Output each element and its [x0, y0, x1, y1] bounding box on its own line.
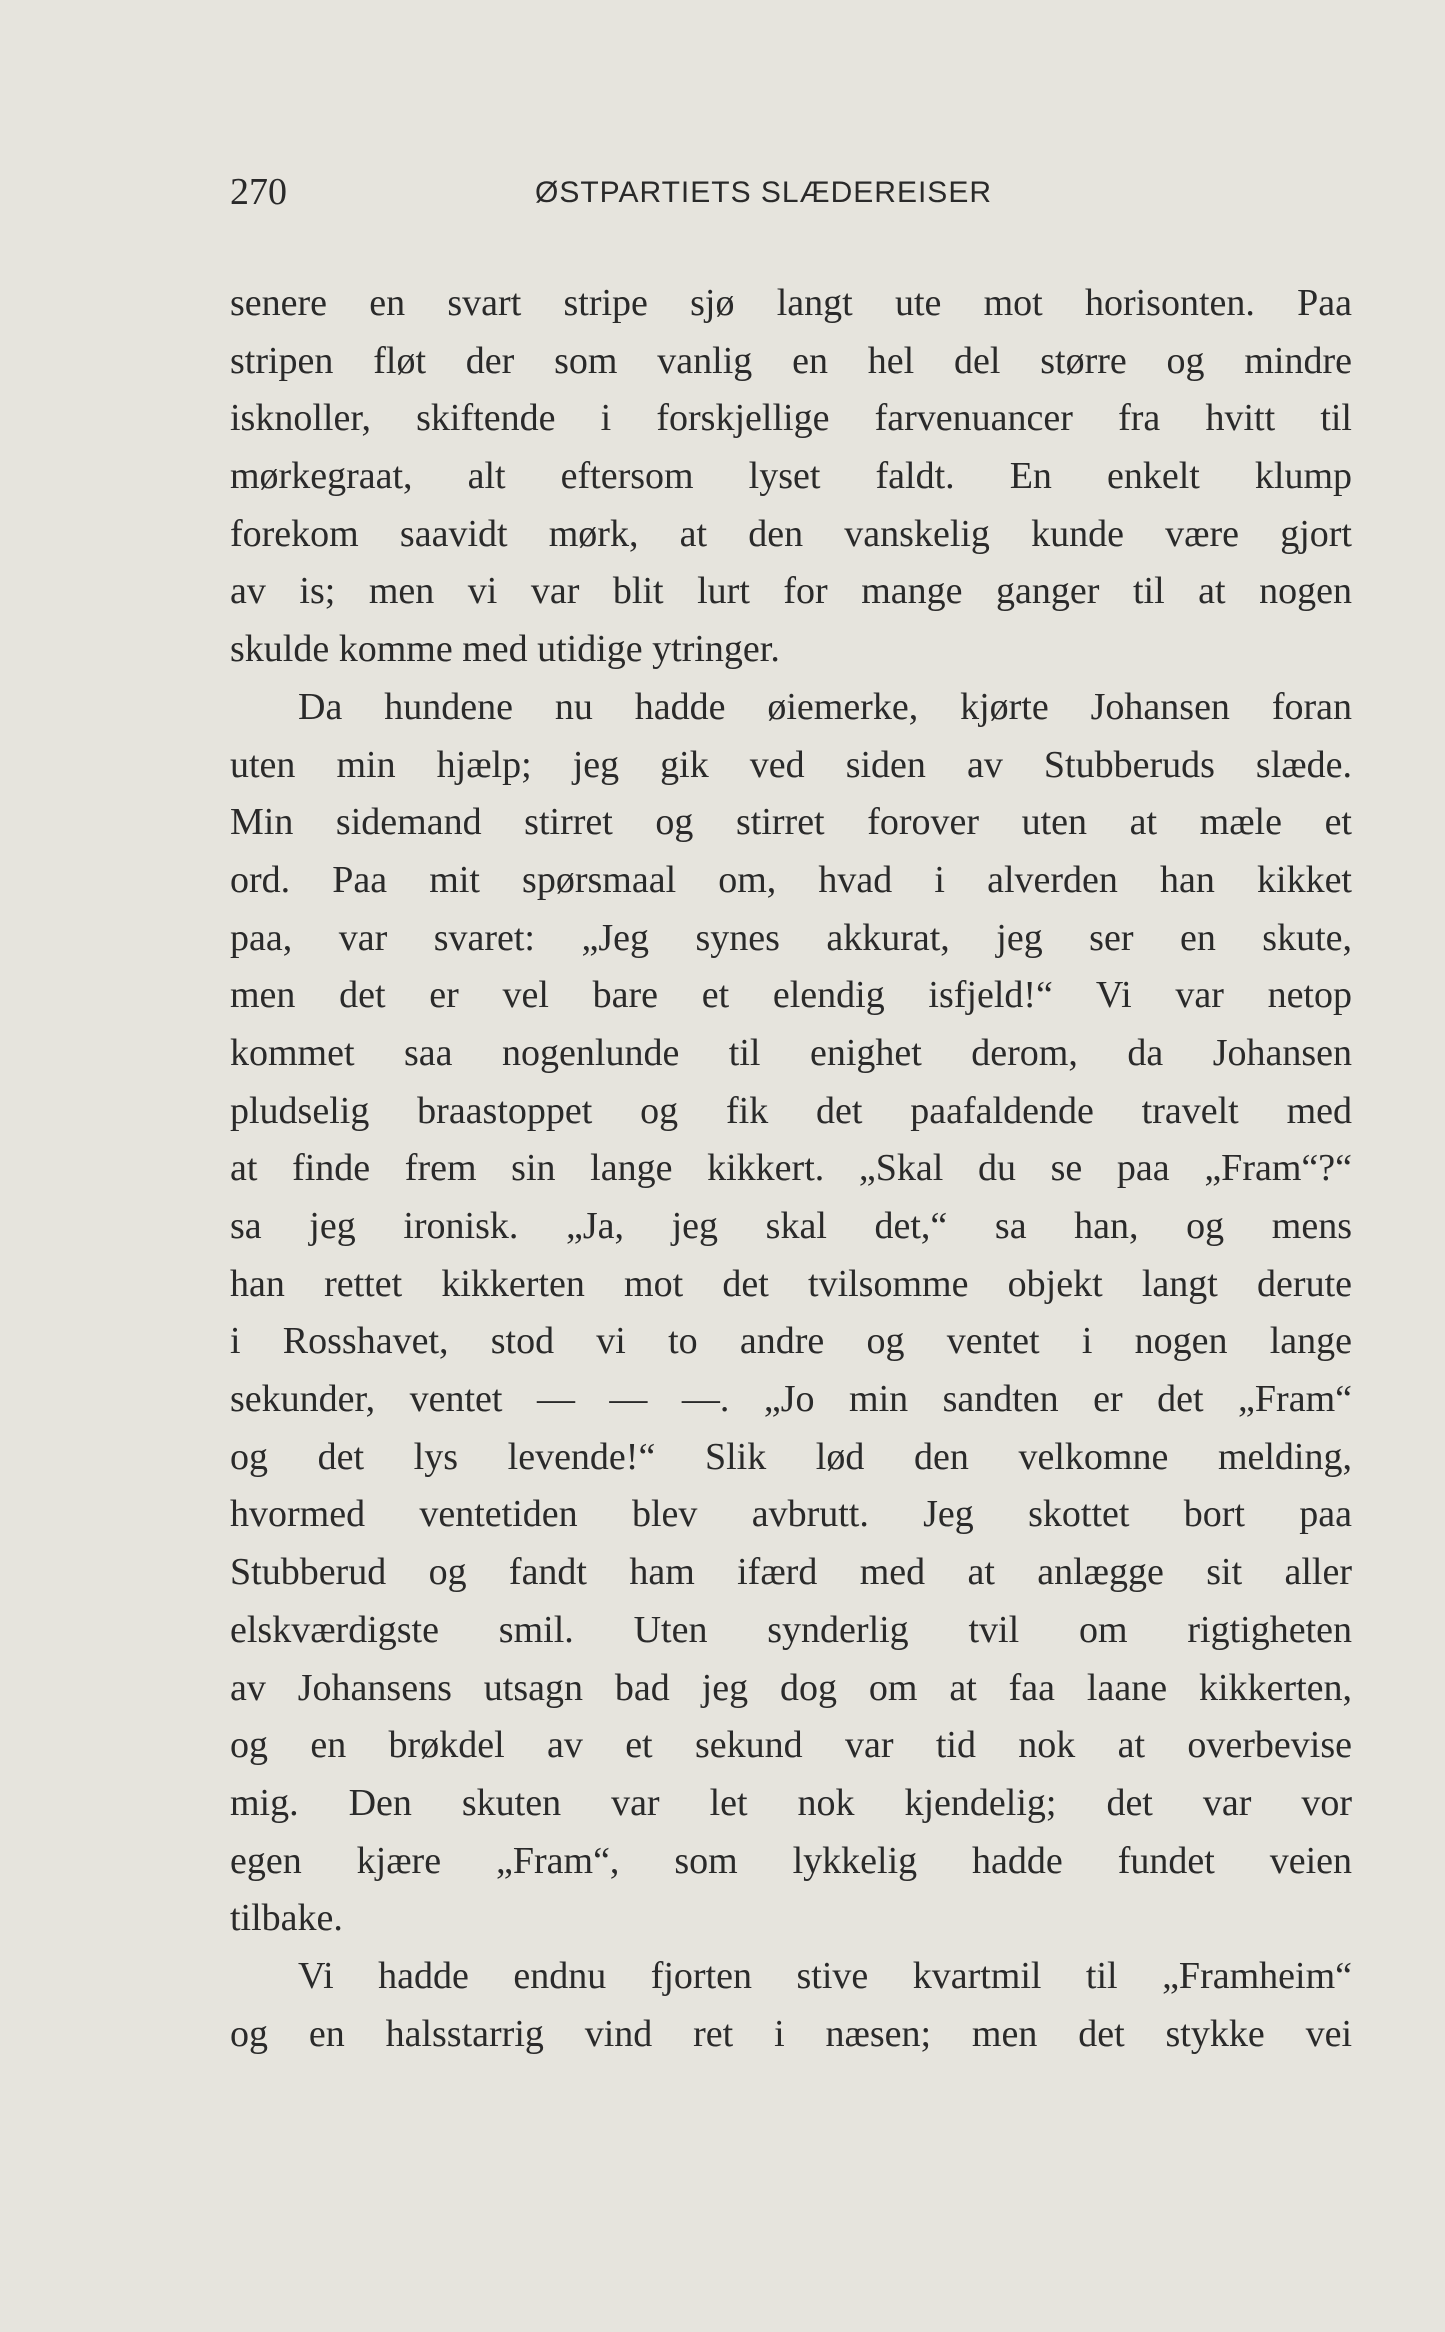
text-line: isknoller, skiftende i forskjellige farvenuancer fra hvitt til — [230, 397, 1352, 440]
text-line: hvormed ventetiden blev avbrutt. Jeg skottet bort paa — [230, 1493, 1352, 1536]
text-line: sekunder, ventet — — —. „Jo min sandten er det „Fram“ — [230, 1378, 1352, 1421]
text-line: mig. Den skuten var let nok kjendelig; det var vor — [230, 1781, 1352, 1824]
text-line: mørkegraat, alt eftersom lyset faldt. En enkelt klump — [230, 455, 1352, 498]
text-line: elskværdigste smil. Uten synderlig tvil om rigtigheten — [230, 1608, 1352, 1651]
text-line: Vi hadde endnu fjorten stive kvartmil til „Framheim“ — [298, 1954, 1352, 1997]
text-line: Stubberud og fandt ham ifærd med at anlægge sit aller — [230, 1551, 1352, 1594]
text-line: men det er vel bare et elendig isfjeld!“ Vi var netop — [230, 974, 1352, 1017]
text-line: kommet saa nogenlunde til enighet derom, da Johansen — [230, 1031, 1352, 1074]
page-header — [230, 170, 1350, 220]
text-line: skulde komme med utidige ytringer. — [230, 628, 780, 671]
text-line: paa, var svaret: „Jeg synes akkurat, jeg ser en skute, — [230, 916, 1352, 959]
text-line: at finde frem sin lange kikkert. „Skal du se paa „Fram“?“ — [230, 1147, 1352, 1190]
text-line: og en brøkdel av et sekund var tid nok at overbevise — [230, 1724, 1352, 1767]
running-head: ØSTPARTIETS SLÆDEREISER — [535, 176, 992, 209]
text-line: ord. Paa mit spørsmaal om, hvad i alverden han kikket — [230, 858, 1352, 901]
text-line: sa jeg ironisk. „Ja, jeg skal det,“ sa han, og mens — [230, 1205, 1352, 1247]
text-line: av Johansens utsagn bad jeg dog om at faa laane kikkerten, — [230, 1666, 1352, 1709]
text-line: av is; men vi var blit lurt for mange ganger til at nogen — [230, 570, 1352, 613]
body-text — [230, 275, 1352, 2063]
text-line: stripen fløt der som vanlig en hel del større og mindre — [230, 339, 1352, 382]
text-line: tilbake. — [230, 1897, 343, 1940]
text-line: pludselig braastoppet og fik det paafaldende travelt med — [230, 1089, 1352, 1132]
text-line: og det lys levende!“ Slik lød den velkomne melding, — [230, 1435, 1352, 1478]
text-line: uten min hjælp; jeg gik ved siden av Stubberuds slæde. — [230, 743, 1352, 786]
text-line: senere en svart stripe sjø langt ute mot horisonten. Paa — [230, 282, 1352, 324]
page-number: 270 — [230, 171, 287, 213]
text-line: i Rosshavet, stod vi to andre og ventet i nogen lange — [230, 1320, 1352, 1363]
text-line: Min sidemand stirret og stirret forover uten at mæle et — [230, 801, 1352, 844]
text-line: egen kjære „Fram“, som lykkelig hadde fundet veien — [230, 1839, 1352, 1882]
text-line: han rettet kikkerten mot det tvilsomme objekt langt derute — [230, 1262, 1352, 1305]
text-line: og en halsstarrig vind ret i næsen; men det stykke vei — [230, 2012, 1352, 2055]
text-line: Da hundene nu hadde øiemerke, kjørte Johansen foran — [298, 685, 1352, 728]
text-line: forekom saavidt mørk, at den vanskelig kunde være gjort — [230, 512, 1352, 555]
